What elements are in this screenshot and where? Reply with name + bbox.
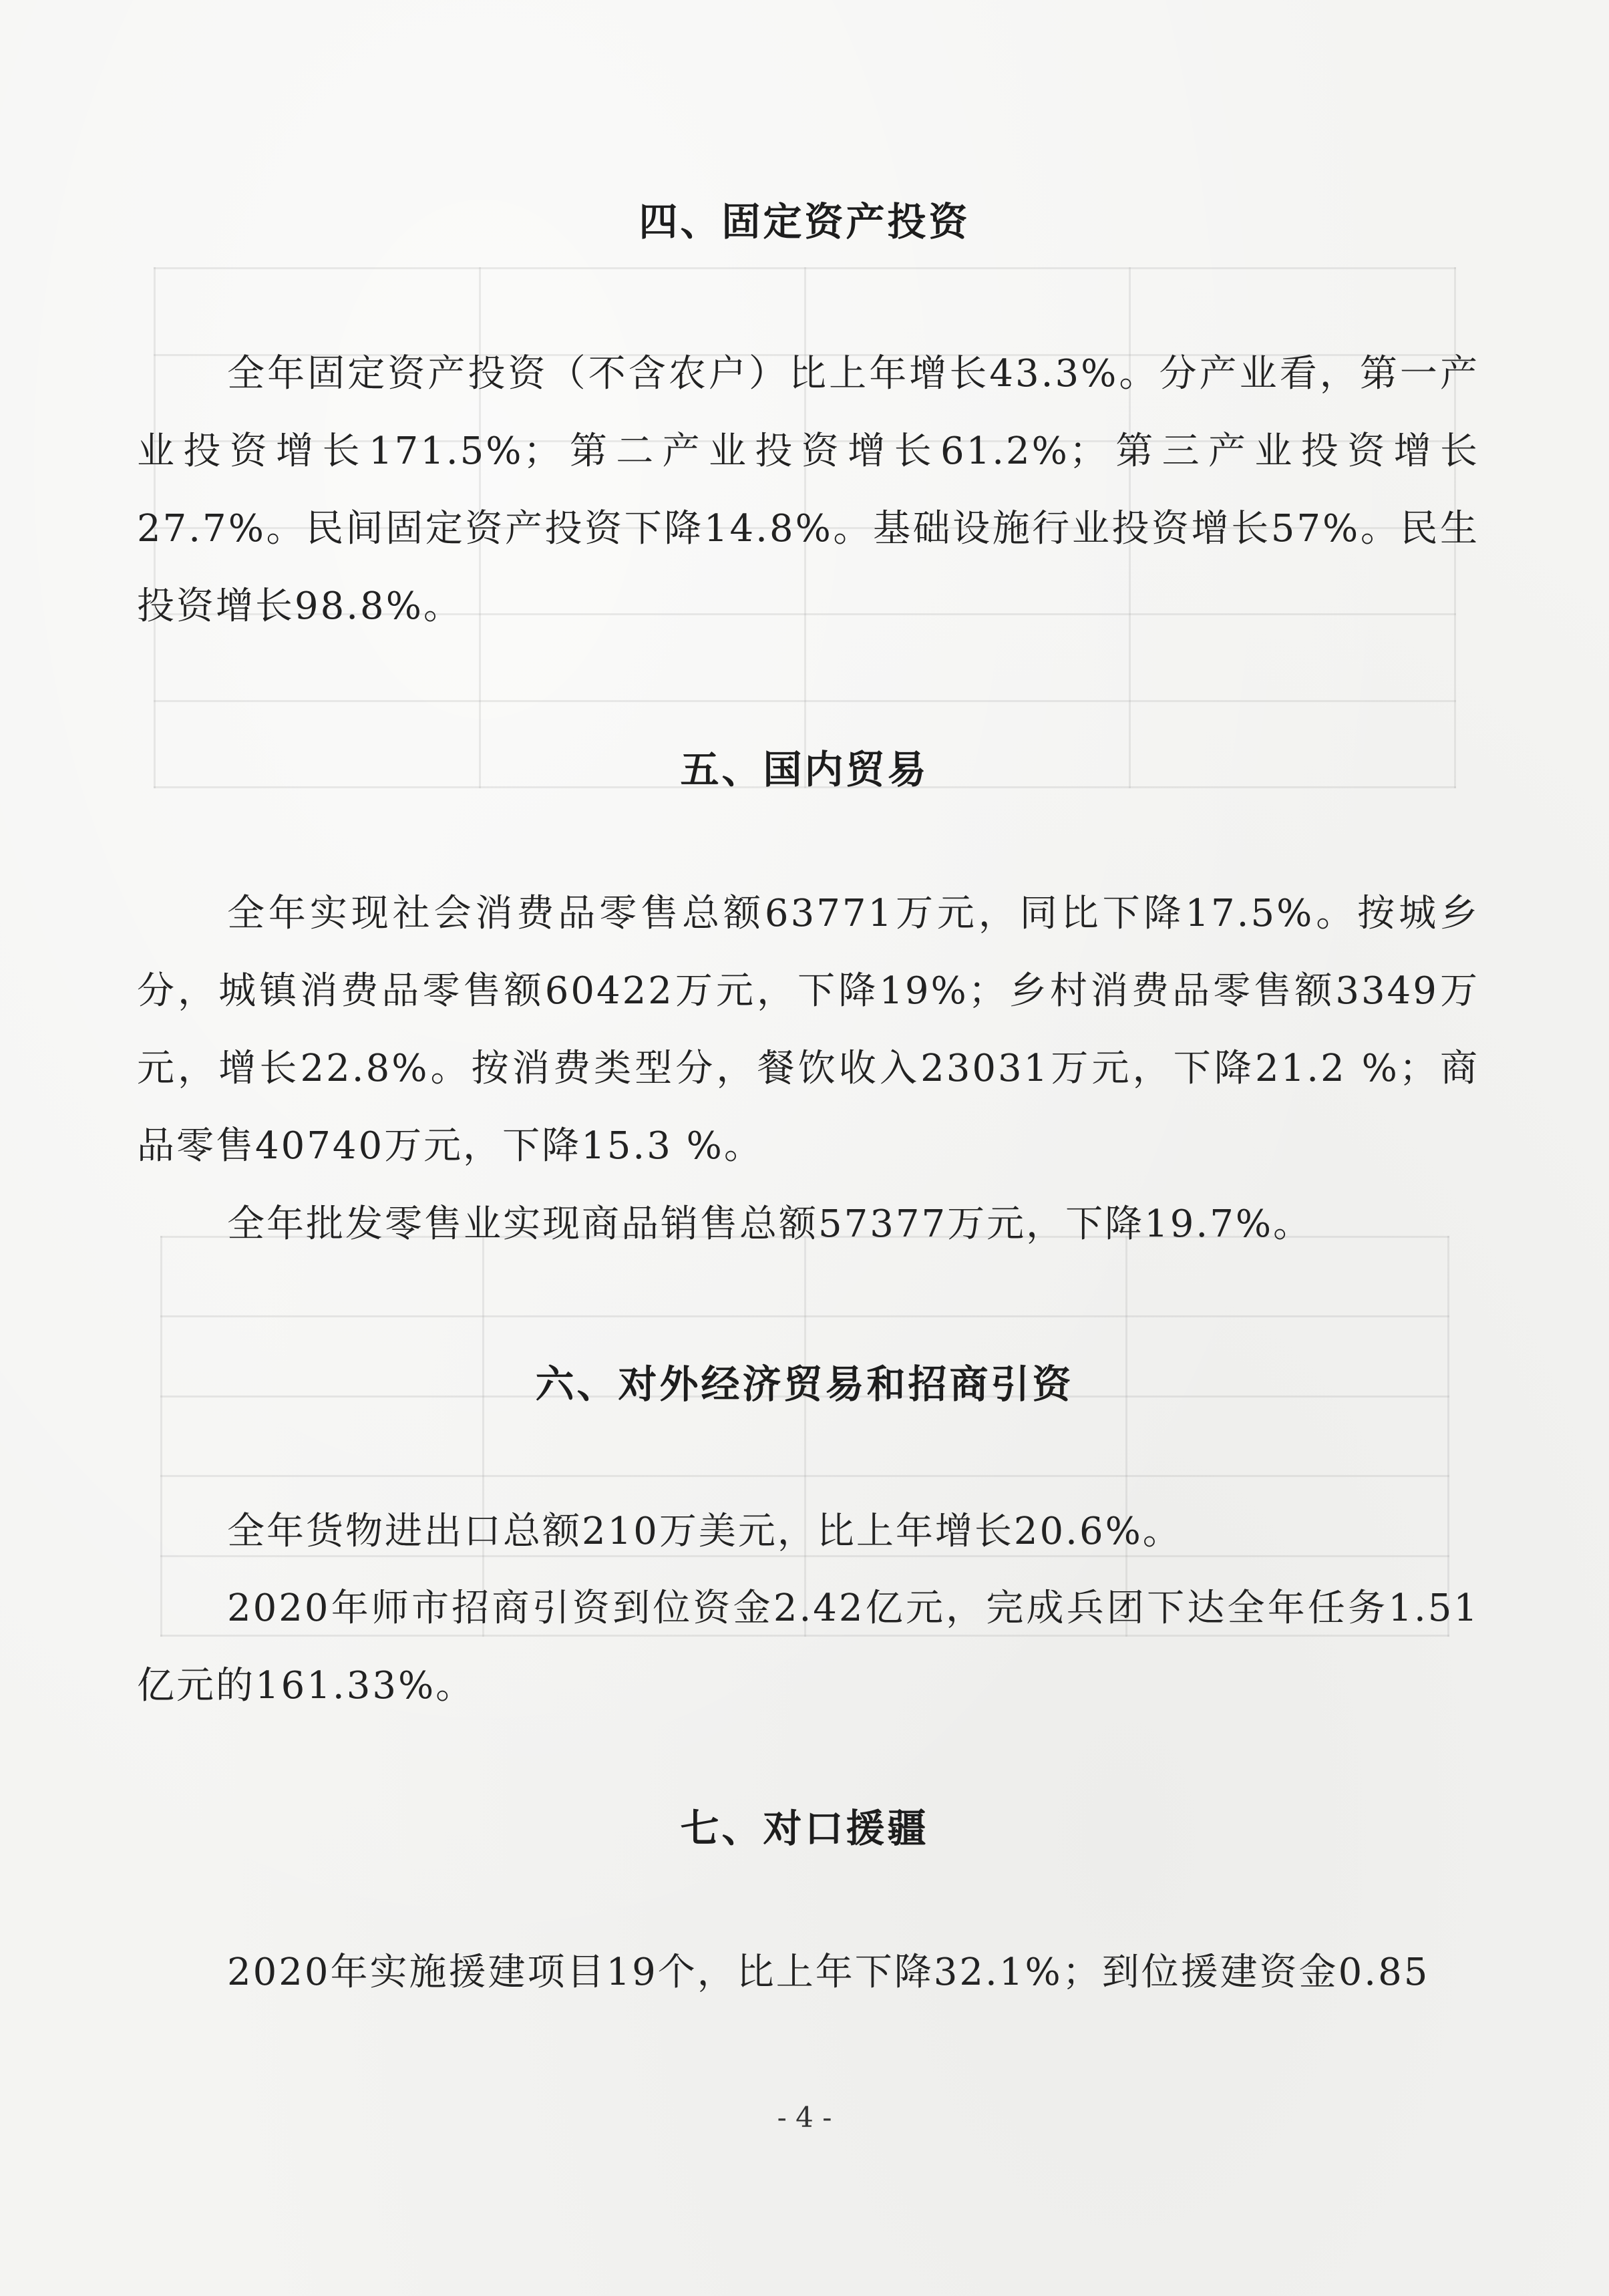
section-heading-fixed-assets: 四、固定资产投资 [639, 199, 970, 244]
section-heading-domestic-trade: 五、国内贸易 [680, 747, 929, 792]
paragraph-import-export: 全年货物进出口总额210万美元，比上年增长20.6%。 [227, 1510, 1182, 1553]
section-heading-foreign-trade: 六、对外经济贸易和招商引资 [535, 1361, 1074, 1407]
paragraph-retail-sales: 全年实现社会消费品零售总额63771万元，同比下降17.5%。按城乡分，城镇消费品零售额60422万元，下降19%；乡村消费品零售额3349万元，增长22.8%。按消费类型分，餐饮收入23031万元，下降21.2 %；商品零售40740万元，下降15.3 %。 [137, 892, 1479, 1168]
paragraph-investment-attraction: 2020年师市招商引资到位资金2.42亿元，完成兵团下达全年任务1.51亿元的161.33%。 [137, 1587, 1479, 1707]
paragraph-fixed-assets: 全年固定资产投资（不含农户）比上年增长43.3%。分产业看，第一产业投资增长171.5%；第二产业投资增长61.2%；第三产业投资增长27.7%。民间固定资产投资下降14.8%。基础设施行业投资增长57%。民生投资增长98.8%。 [137, 352, 1479, 628]
section-heading-paired-aid: 七、对口援疆 [680, 1806, 929, 1851]
page-number: - 4 - [777, 2101, 832, 2134]
paragraph-wholesale-retail: 全年批发零售业实现商品销售总额57377万元，下降19.7%。 [227, 1202, 1313, 1246]
paragraph-aid-projects: 2020年实施援建项目19个，比上年下降32.1%；到位援建资金0.85 [227, 1951, 1430, 1994]
